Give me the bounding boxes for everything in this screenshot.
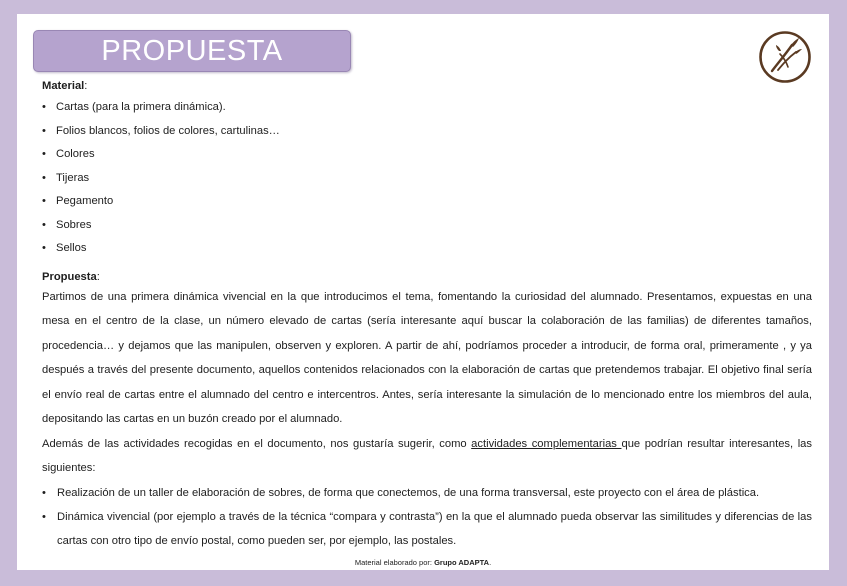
material-heading: Material: [42, 80, 88, 92]
complementary-paragraph: Además de las actividades recogidas en el documento, nos gustaría sugerir, como actividades complementarias que podrían resultar interesantes, las siguientes: [42, 437, 813, 474]
propuesta-paragraph: Partimos de una primera dinámica vivencial en la que introducimos el tema, fomentando la curiosidad del alumnado. Presentamos, expuestas en una mesa en el centro de la clase, un número elevado de cartas (sería interesante aquí buscar la colaboración de las familias) de diferentes tamaños, procedencia… y dejamos que las manipulen, observen y exploren. A partir de ahí, podríamos proceder a introducir, de forma oral, primeramente , y ya después a través del presente documento, aquellos contenidos relacionados con la elaboración de cartas que pretendemos trabajar. El objetivo final sería el envío real de cartas entre el alumnado del centro e intercentros. Antes, sería interesante la simulación de lo mencionado entre los miembros del aula, depositando las cartas en un buzón creado por el alumnado. [42, 290, 812, 425]
footer-credit: Material elaborado por: Grupo ADAPTA. [354, 558, 492, 567]
page-title: PROPUESTA [101, 35, 283, 67]
list-item: • Cartas (para la primera dinámica). [42, 96, 812, 120]
list-item: • Pegamento [42, 190, 812, 214]
material-list [42, 96, 812, 261]
list-item: • Folios blancos, folios de colores, cartulinas… [42, 120, 812, 144]
complementary-activities-link: actividades complementarias [471, 437, 622, 450]
list-item: • Tijeras [42, 167, 812, 191]
complementary-list [42, 481, 812, 553]
propuesta-heading: Propuesta: [42, 270, 100, 283]
content-area [42, 78, 812, 553]
list-item: • Sellos [42, 237, 812, 261]
list-item: • Realización de un taller de elaboración de sobres, de forma que conectemos, de una forma transversal, este proyecto con el área de plástica. [42, 481, 812, 505]
list-item: • Colores [42, 143, 812, 167]
list-item: • Dinámica vivencial (por ejemplo a través de la técnica “compara y contrasta”) en la que el alumnado pueda observar las similitudes y diferencias de las cartas con otro tipo de envío postal, como pueden ser, por ejemplo, las postales. [42, 505, 812, 553]
document-page [17, 14, 829, 570]
paintbrush-circle-icon [758, 30, 812, 84]
title-banner [33, 30, 351, 72]
list-item: • Sobres [42, 214, 812, 238]
